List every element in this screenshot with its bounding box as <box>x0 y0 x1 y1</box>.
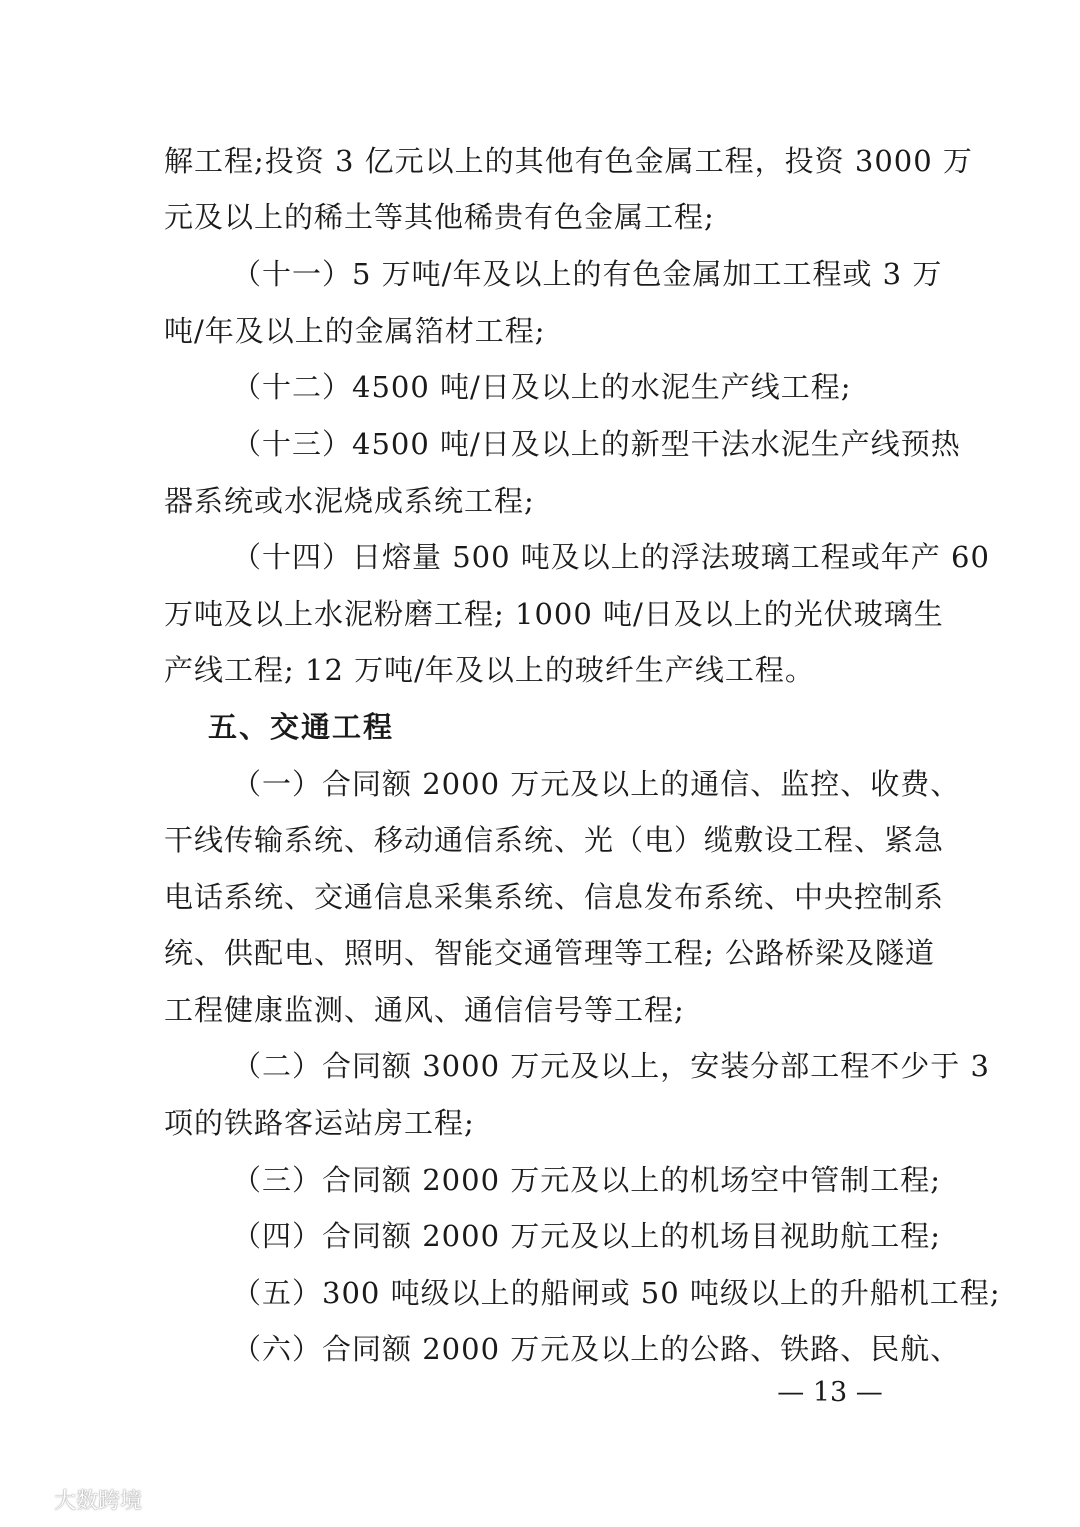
text-line: 元及以上的稀土等其他稀贵有色金属工程; <box>164 200 715 234</box>
section-heading: 五、交通工程 <box>208 710 395 744</box>
text-line: （六）合同额 2000 万元及以上的公路、铁路、民航、 <box>232 1332 961 1366</box>
text-line: 器系统或水泥烧成系统工程; <box>164 484 535 518</box>
watermark-text: 大数跨境 <box>54 1489 143 1514</box>
text-line: （五）300 吨级以上的船闸或 50 吨级以上的升船机工程; <box>232 1276 1001 1310</box>
text-line: 产线工程; 12 万吨/年及以上的玻纤生产线工程。 <box>164 653 815 687</box>
text-line: 万吨及以上水泥粉磨工程; 1000 吨/日及以上的光伏玻璃生 <box>164 597 944 631</box>
text-line: （四）合同额 2000 万元及以上的机场目视助航工程; <box>232 1219 942 1253</box>
text-line: 解工程;投资 3 亿元以上的其他有色金属工程，投资 3000 万 <box>164 144 973 178</box>
watermark <box>8 1484 142 1515</box>
text-line: （三）合同额 2000 万元及以上的机场空中管制工程; <box>232 1163 942 1197</box>
text-line: （十四）日熔量 500 吨及以上的浮法玻璃工程或年产 60 <box>232 540 990 574</box>
text-line: 干线传输系统、移动通信系统、光（电）缆敷设工程、紧急 <box>164 823 945 857</box>
text-line: （十三）4500 吨/日及以上的新型干法水泥生产线预热 <box>232 427 961 461</box>
chain-logo-icon <box>8 1489 48 1511</box>
text-line: （十二）4500 吨/日及以上的水泥生产线工程; <box>232 370 852 404</box>
text-line: 吨/年及以上的金属箔材工程; <box>164 314 546 348</box>
text-line: 工程健康监测、通风、通信信号等工程; <box>164 993 685 1027</box>
text-line: （十一）5 万吨/年及以上的有色金属加工工程或 3 万 <box>232 257 943 291</box>
page-number: — 13 — <box>777 1377 883 1408</box>
text-line: 统、供配电、照明、智能交通管理等工程; 公路桥梁及隧道 <box>164 936 935 970</box>
text-line: （二）合同额 3000 万元及以上，安装分部工程不少于 3 <box>232 1049 990 1083</box>
text-line: 电话系统、交通信息采集系统、信息发布系统、中央控制系 <box>164 880 945 914</box>
text-line: 项的铁路客运站房工程; <box>164 1106 475 1140</box>
text-line: （一）合同额 2000 万元及以上的通信、监控、收费、 <box>232 767 961 801</box>
